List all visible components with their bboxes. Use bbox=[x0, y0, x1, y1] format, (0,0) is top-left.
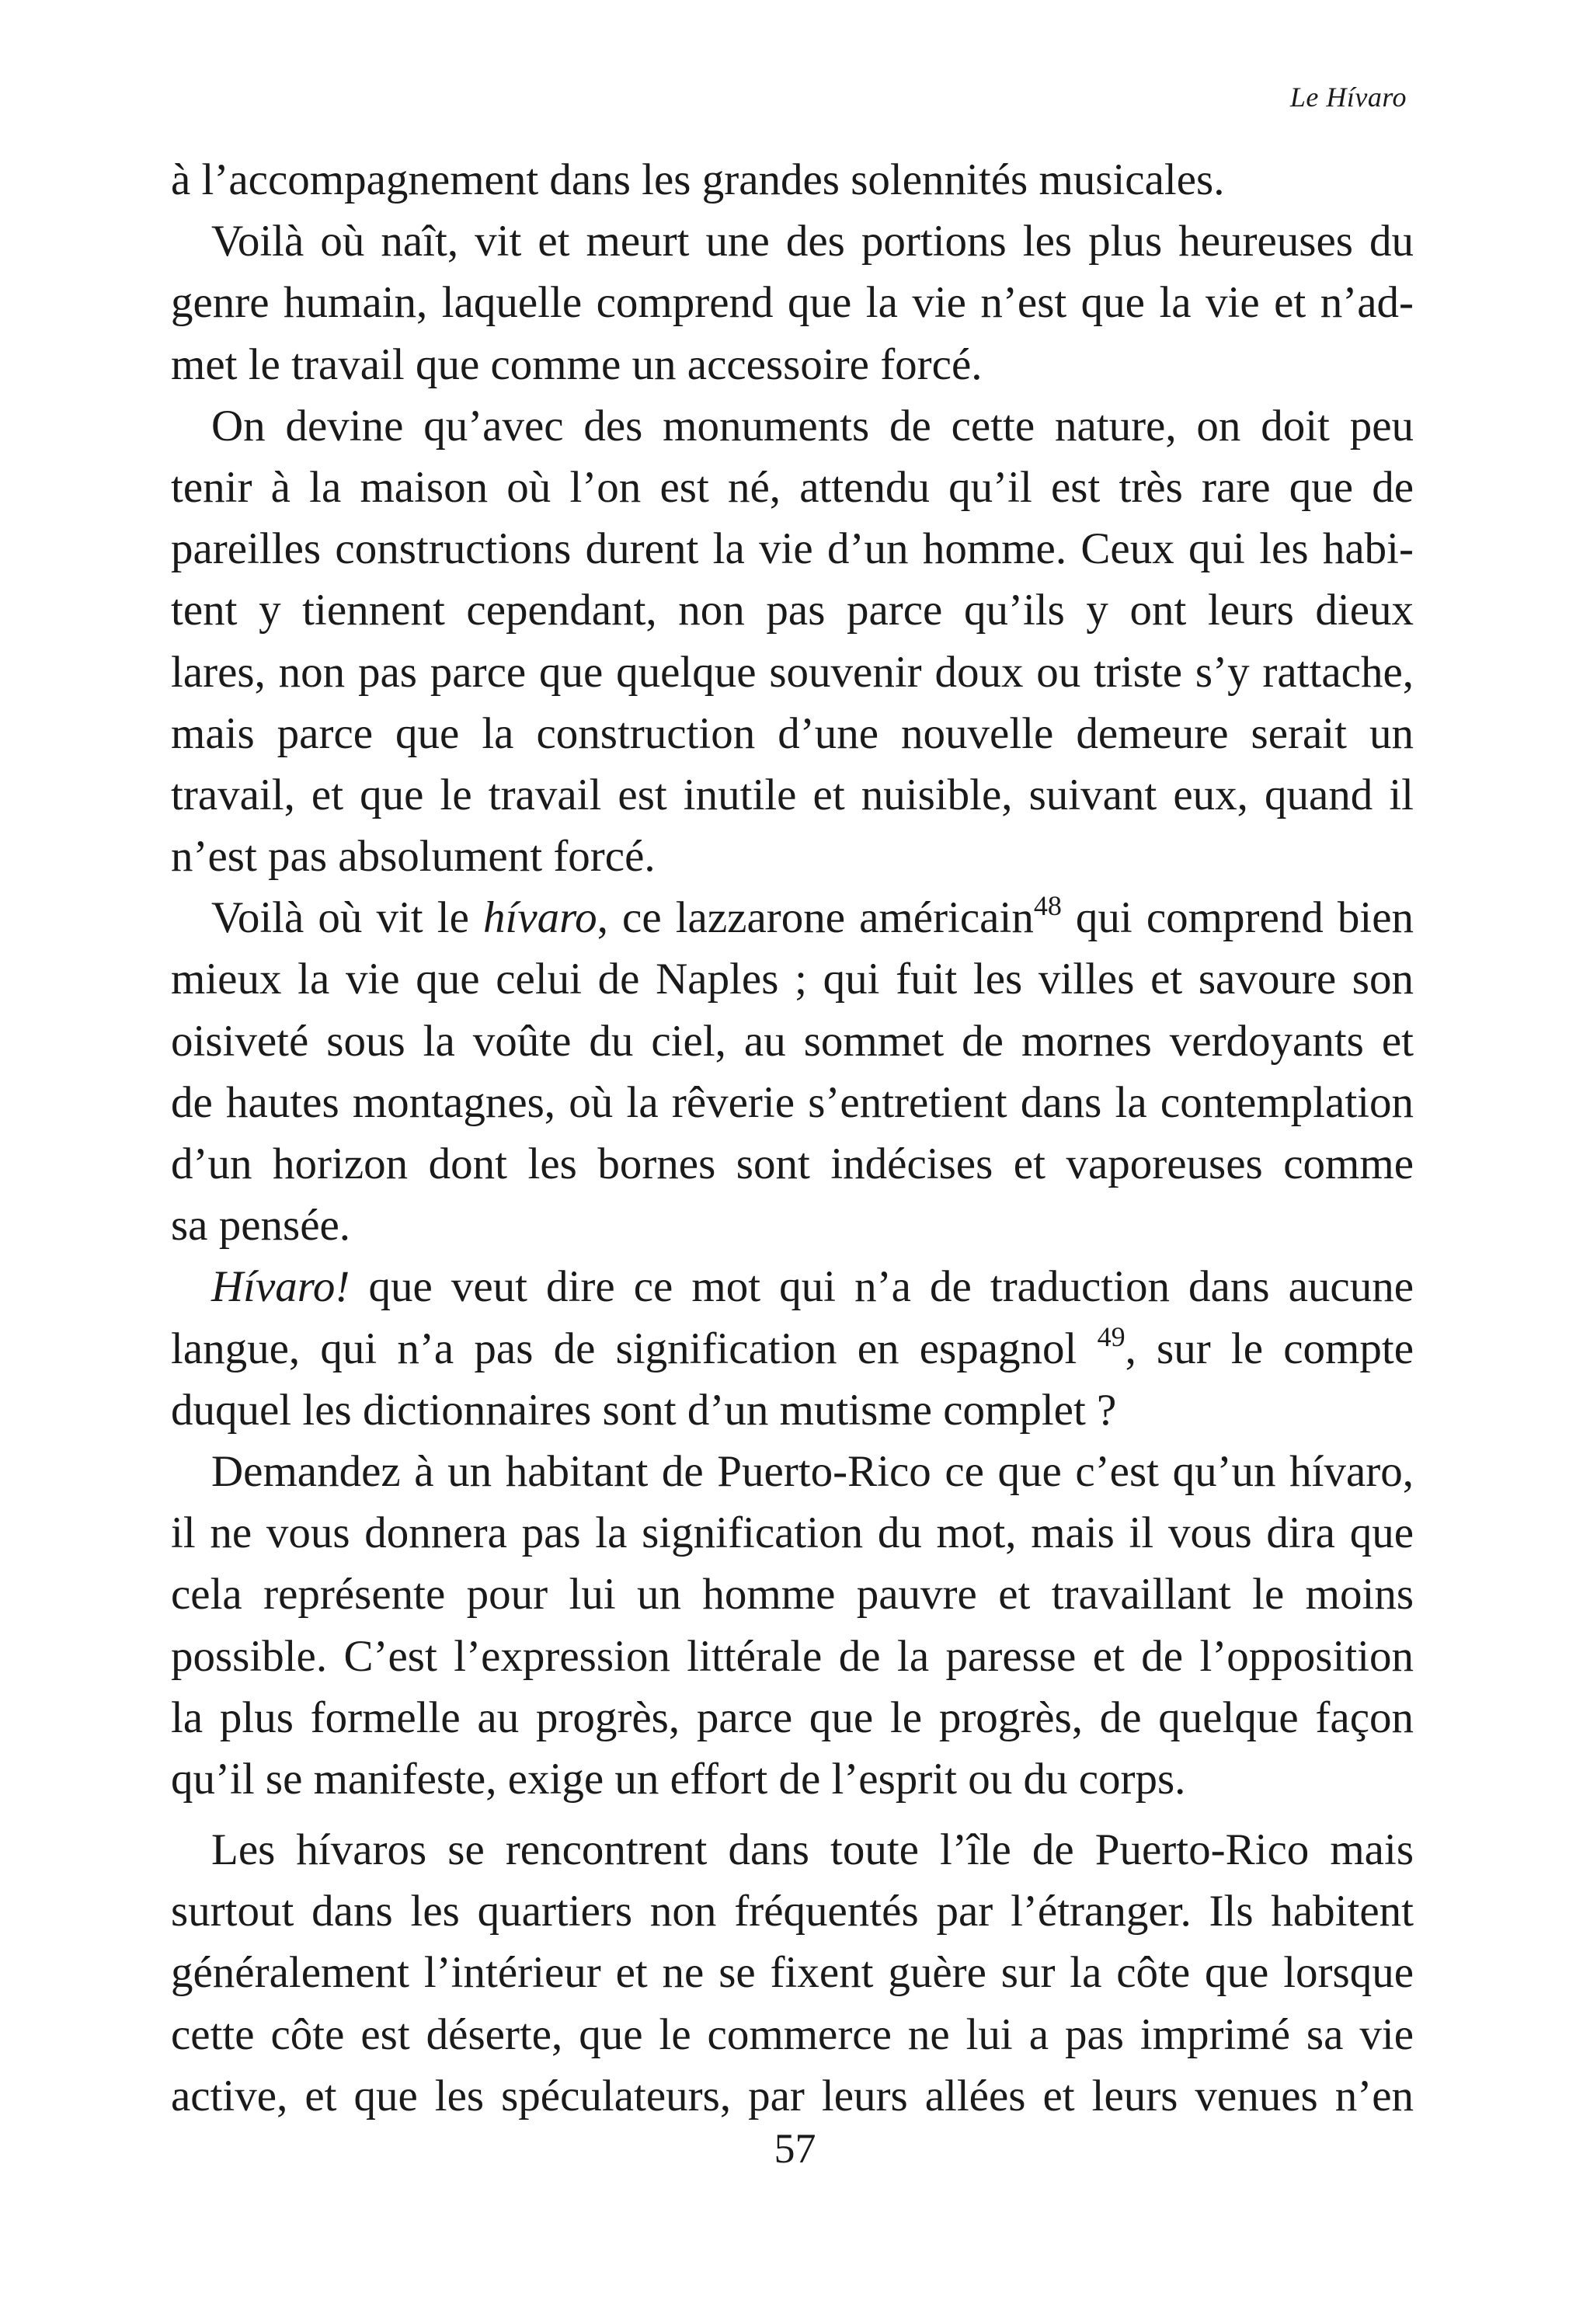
text-line: Hívaro! que veut dire ce mot qui n’a de traduction dans aucune bbox=[211, 1262, 1414, 1312]
text-line: oisiveté sous la voûte du ciel, au sommet de mornes verdoyants et bbox=[171, 1016, 1414, 1066]
text-line: tenir à la maison où l’on est né, attendu qu’il est très rare que de bbox=[171, 462, 1414, 512]
text-line: il ne vous donnera pas la signification du mot, mais il vous dira que bbox=[171, 1508, 1414, 1558]
text-line: lares, non pas parce que quelque souvenir doux ou triste s’y rattache, bbox=[171, 647, 1414, 697]
text-line: sa pensée. bbox=[171, 1201, 351, 1251]
text-line: active, et que les spéculateurs, par leurs allées et leurs venues n’en bbox=[171, 2071, 1414, 2120]
page-number: 57 bbox=[774, 2125, 816, 2172]
text-line: d’un horizon dont les bornes sont indécises et vaporeuses comme bbox=[171, 1139, 1414, 1188]
text-line: tent y tiennent cependant, non pas parce qu’ils y ont leurs dieux bbox=[171, 586, 1414, 635]
footnote-ref[interactable]: 49 bbox=[1097, 1320, 1126, 1352]
text-line: la plus formelle au progrès, parce que le progrès, de quelque façon bbox=[171, 1693, 1414, 1742]
text-line: généralement l’intérieur et ne se fixent guère sur la côte que lorsque bbox=[171, 1948, 1414, 1998]
footnote-ref[interactable]: 48 bbox=[1033, 890, 1062, 922]
text-line: mais parce que la construction d’une nouvelle demeure serait un bbox=[171, 708, 1414, 758]
text-line: Voilà où naît, vit et meurt une des portions les plus heureuses du bbox=[211, 217, 1414, 266]
body-text bbox=[171, 149, 1414, 2127]
text-line: On devine qu’avec des monuments de cette nature, on doit peu bbox=[211, 401, 1414, 451]
text-line: n’est pas absolument forcé. bbox=[171, 832, 656, 882]
italic-term: hívaro bbox=[482, 893, 597, 943]
text-line: travail, et que le travail est inutile et nuisible, suivant eux, quand il bbox=[171, 770, 1414, 819]
text-line: à l’accompagnement dans les grandes solennités musicales. bbox=[171, 155, 1225, 204]
text-line: surtout dans les quartiers non fréquentés par l’étranger. Ils habitent bbox=[171, 1887, 1414, 1936]
text-line: genre humain, laquelle comprend que la vie n’est que la vie et n’ad- bbox=[171, 278, 1414, 328]
text-line: Demandez à un habitant de Puerto-Rico ce que c’est qu’un hívaro, bbox=[211, 1446, 1414, 1496]
running-head: Le Hívaro bbox=[1289, 82, 1407, 113]
text-line: Voilà où vit le hívaro, ce lazzarone américain$^{48}$ qui comprend bien bbox=[211, 890, 1414, 943]
text-line: qu’il se manifeste, exige un effort de l’esprit ou du corps. bbox=[171, 1754, 1186, 1804]
text-line: cela représente pour lui un homme pauvre et travaillant le moins bbox=[171, 1570, 1414, 1619]
text-line: cette côte est déserte, que le commerce ne lui a pas imprimé sa vie bbox=[171, 2009, 1414, 2059]
text-line: duquel les dictionnaires sont d’un mutisme complet ? bbox=[171, 1385, 1117, 1435]
text-line: met le travail que comme un accessoire forcé. bbox=[171, 339, 983, 389]
text-line: langue, qui n’a pas de signification en espagnol $^{49}$, sur le compte bbox=[171, 1320, 1414, 1373]
text-line: mieux la vie que celui de Naples ; qui fuit les villes et savoure son bbox=[171, 955, 1414, 1004]
italic-term: Hívaro! bbox=[211, 1262, 350, 1312]
text-line: possible. C’est l’expression littérale de la paresse et de l’opposition bbox=[171, 1631, 1414, 1681]
text-line: pareilles constructions durent la vie d’un homme. Ceux qui les habi- bbox=[171, 524, 1414, 574]
text-line: Les hívaros se rencontrent dans toute l’île de Puerto-Rico mais bbox=[211, 1825, 1414, 1875]
text-line: de hautes montagnes, où la rêverie s’entretient dans la contemplation bbox=[171, 1077, 1414, 1127]
